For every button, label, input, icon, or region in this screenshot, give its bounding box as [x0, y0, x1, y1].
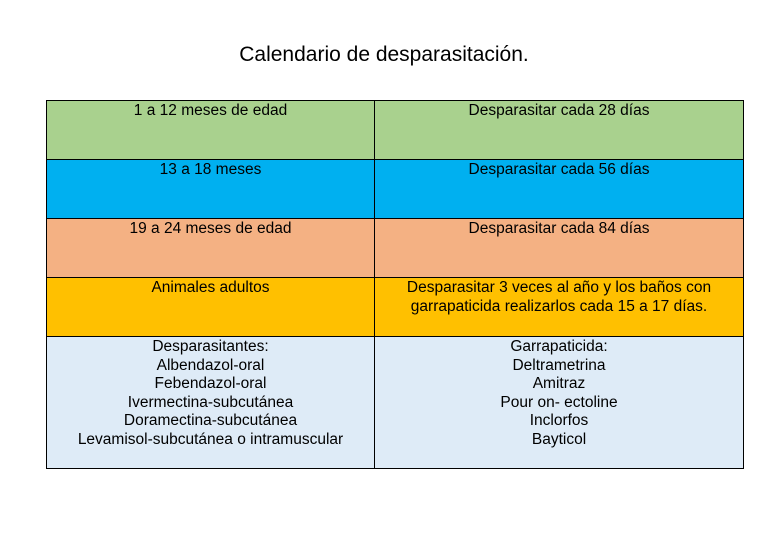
age-label: Animales adultos	[151, 279, 270, 296]
page-title: Calendario de desparasitación.	[239, 43, 529, 66]
tickicides-heading: Garrapaticida:	[510, 338, 608, 355]
frequency-cell	[375, 219, 744, 278]
age-cell	[47, 219, 375, 278]
frequency-line: Desparasitar 3 veces al año y los baños con	[406, 279, 712, 296]
tickicide-item: Pour on- ectoline	[500, 393, 618, 411]
deworming-schedule-table	[46, 100, 744, 469]
tickicide-item: Deltrametrina	[512, 356, 606, 374]
dewormer-item: Febendazol-oral	[154, 375, 267, 392]
table-row	[47, 160, 744, 219]
frequency-label: Desparasitar cada 28 días	[468, 102, 650, 119]
frequency-cell	[375, 278, 744, 337]
dewormer-item: Levamisol-subcutánea o intramuscular	[77, 430, 344, 448]
table-row	[47, 219, 744, 278]
table-row	[47, 337, 744, 469]
tickicide-item: Inclorfos	[529, 412, 589, 429]
frequency-line: garrapaticida realizarlos cada 15 a 17 días.	[410, 297, 708, 315]
table-row	[47, 101, 744, 160]
age-label: 13 a 18 meses	[159, 161, 262, 178]
frequency-label: Desparasitar cada 56 días	[468, 161, 650, 178]
age-cell	[47, 101, 375, 160]
dewormers-heading: Desparasitantes:	[152, 338, 269, 355]
frequency-cell	[375, 160, 744, 219]
age-cell	[47, 278, 375, 337]
dewormer-item: Ivermectina-subcutánea	[127, 393, 294, 411]
dewormer-item: Albendazol-oral	[156, 356, 265, 374]
tickicide-item: Bayticol	[531, 430, 587, 448]
frequency-cell	[375, 101, 744, 160]
age-label: 19 a 24 meses de edad	[129, 220, 292, 237]
frequency-label: Desparasitar cada 84 días	[468, 220, 650, 237]
tickicides-cell	[375, 337, 744, 469]
dewormers-cell	[47, 337, 375, 469]
age-label: 1 a 12 meses de edad	[133, 102, 288, 119]
age-cell	[47, 160, 375, 219]
tickicide-item: Amitraz	[532, 375, 586, 392]
dewormer-item: Doramectina-subcutánea	[123, 412, 298, 429]
table-row	[47, 278, 744, 337]
